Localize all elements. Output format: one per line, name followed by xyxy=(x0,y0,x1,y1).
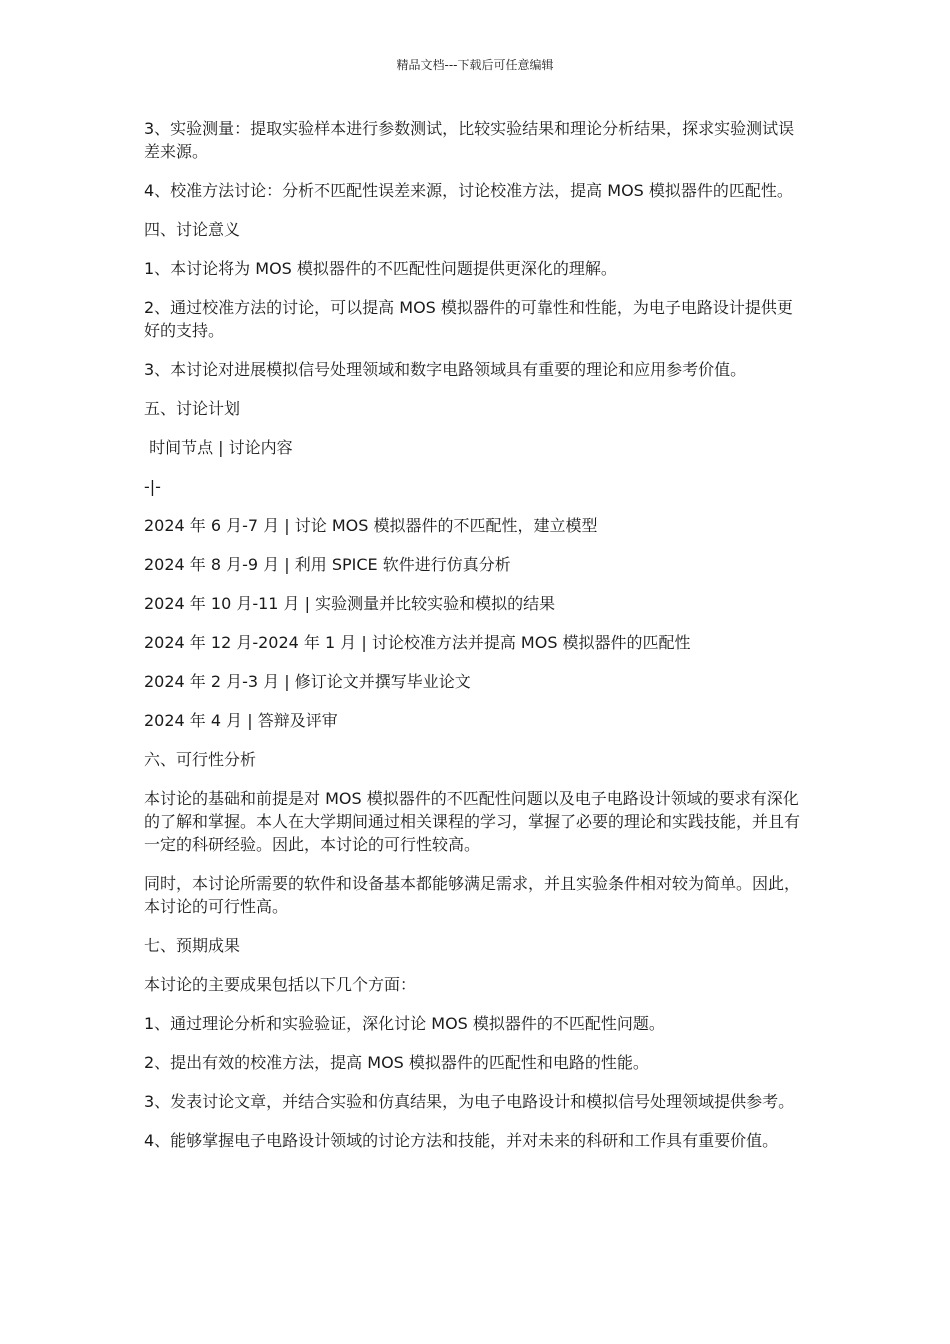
paragraph-results-intro: 本讨论的主要成果包括以下几个方面： xyxy=(144,975,417,994)
paragraph-result-2: 2、提出有效的校准方法，提高 MOS 模拟器件的匹配性和电路的性能。 xyxy=(144,1053,649,1072)
paragraph-significance-2: 2、通过校准方法的讨论，可以提高 MOS 模拟器件的可靠性和性能，为电子电路设计提供更好的支持。 xyxy=(144,298,793,340)
plan-table-separator: -|- xyxy=(144,477,161,496)
paragraph-significance-3: 3、本讨论对进展模拟信号处理领域和数字电路领域具有重要的理论和应用参考价值。 xyxy=(144,360,747,379)
paragraph-experiment-measurement: 3、实验测量：提取实验样本进行参数测试，比较实验结果和理论分析结果，探求实验测试误差来源。 xyxy=(144,119,795,161)
plan-row-5: 2024 年 2 月-3 月 | 修订论文并撰写毕业论文 xyxy=(144,672,471,691)
page-header: 精品文档---下载后可任意编辑 xyxy=(396,58,554,72)
plan-row-6: 2024 年 4 月 | 答辩及评审 xyxy=(144,711,338,730)
plan-row-2: 2024 年 8 月-9 月 | 利用 SPICE 软件进行仿真分析 xyxy=(144,555,511,574)
plan-row-3: 2024 年 10 月-11 月 | 实验测量并比较实验和模拟的结果 xyxy=(144,594,556,613)
plan-row-1: 2024 年 6 月-7 月 | 讨论 MOS 模拟器件的不匹配性，建立模型 xyxy=(144,516,598,535)
document-body xyxy=(144,117,808,1168)
heading-expected-results: 七、预期成果 xyxy=(144,936,241,955)
plan-row-4: 2024 年 12 月-2024 年 1 月 | 讨论校准方法并提高 MOS 模拟器件的匹配性 xyxy=(144,633,691,652)
heading-plan: 五、讨论计划 xyxy=(144,399,241,418)
paragraph-feasibility-2: 同时，本讨论所需要的软件和设备基本都能够满足需求，并且实验条件相对较为简单。因此，本讨论的可行性高。 xyxy=(144,874,801,916)
paragraph-result-3: 3、发表讨论文章，并结合实验和仿真结果，为电子电路设计和模拟信号处理领域提供参考。 xyxy=(144,1092,795,1111)
heading-feasibility: 六、可行性分析 xyxy=(144,750,257,769)
heading-significance: 四、讨论意义 xyxy=(144,220,241,239)
paragraph-calibration-method: 4、校准方法讨论：分析不匹配性误差来源，讨论校准方法，提高 MOS 模拟器件的匹配性。 xyxy=(144,181,793,200)
paragraph-significance-1: 1、本讨论将为 MOS 模拟器件的不匹配性问题提供更深化的理解。 xyxy=(144,259,617,278)
paragraph-result-1: 1、通过理论分析和实验验证，深化讨论 MOS 模拟器件的不匹配性问题。 xyxy=(144,1014,665,1033)
paragraph-result-4: 4、能够掌握电子电路设计领域的讨论方法和技能，并对未来的科研和工作具有重要价值。 xyxy=(144,1131,779,1150)
plan-table-header: 时间节点 | 讨论内容 xyxy=(144,438,293,457)
paragraph-feasibility-1: 本讨论的基础和前提是对 MOS 模拟器件的不匹配性问题以及电子电路设计领域的要求有深化的了解和掌握。本人在大学期间通过相关课程的学习，掌握了必要的理论和实践技能，并且有一定的科研经验。因此，本讨论的可行性较高。 xyxy=(144,789,801,854)
